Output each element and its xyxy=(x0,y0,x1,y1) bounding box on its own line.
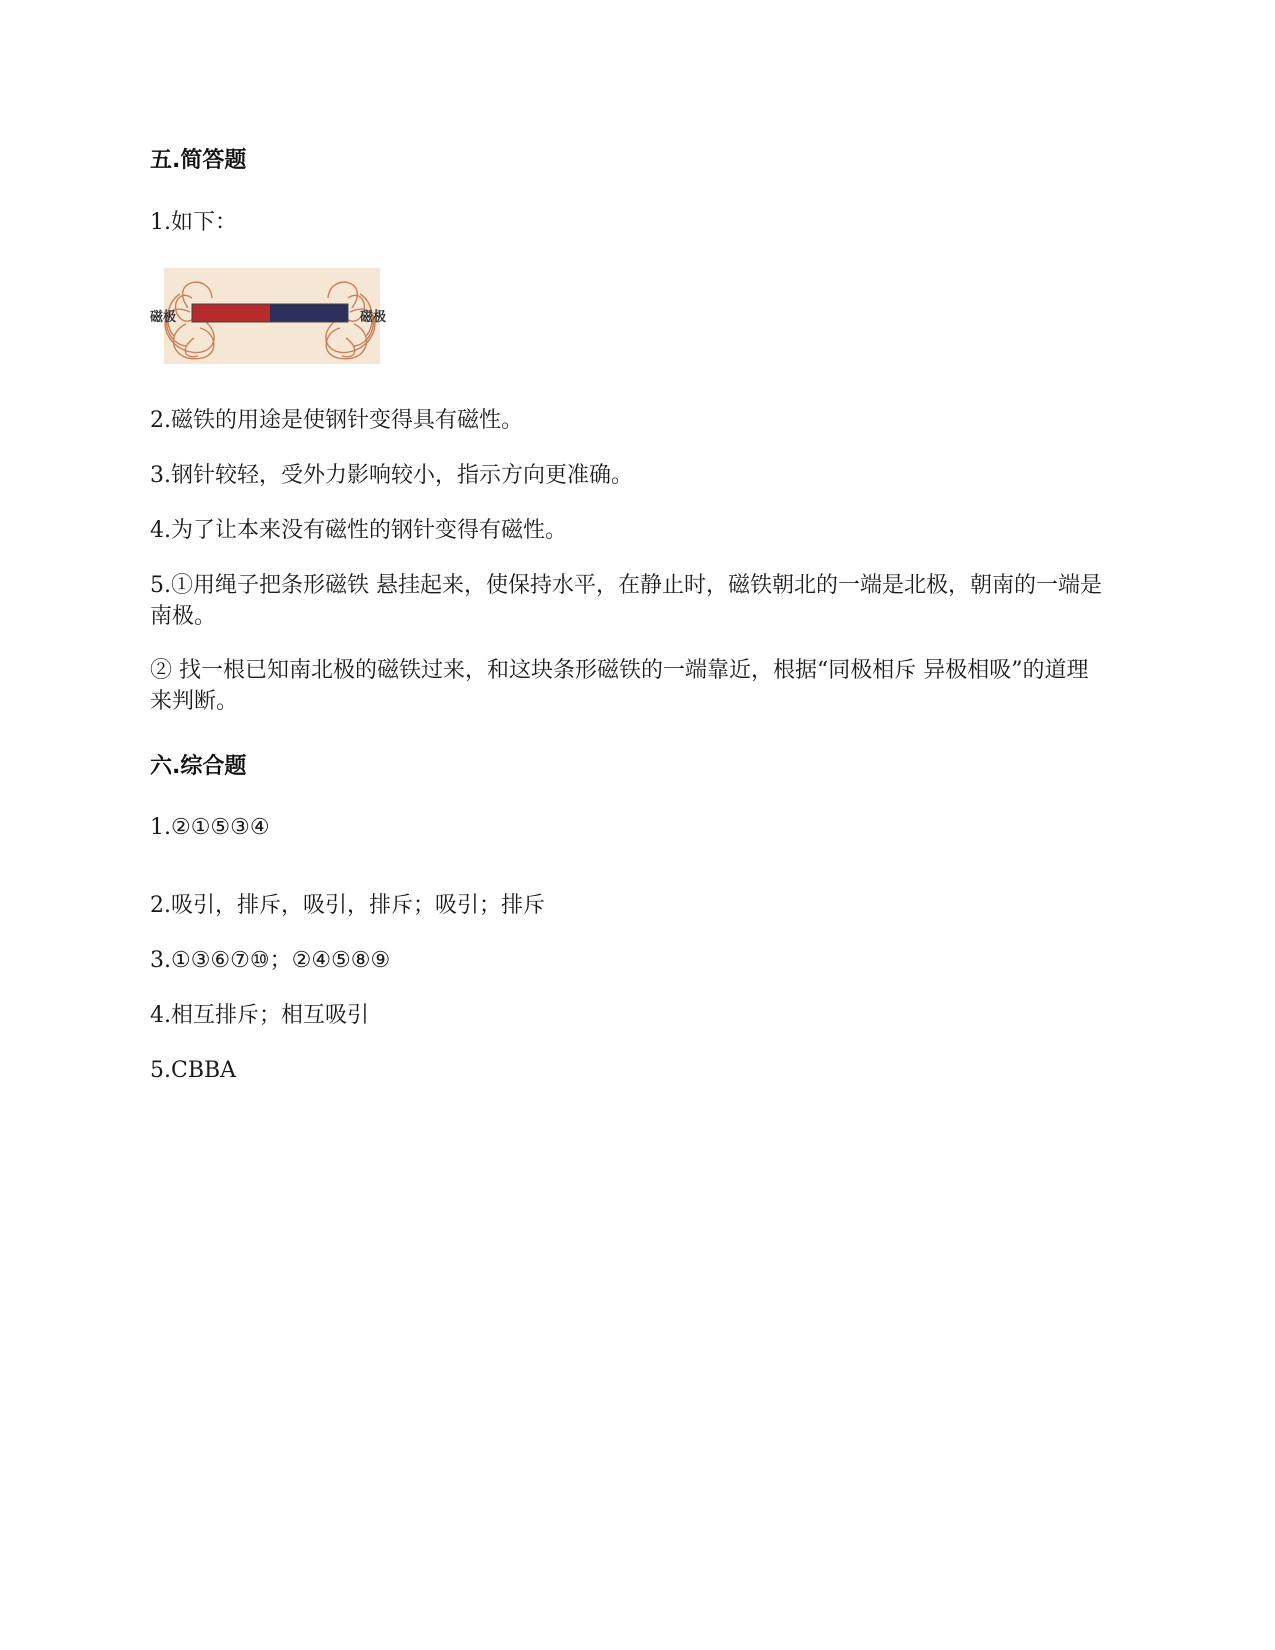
answer-5-1: 1.如下： xyxy=(150,210,237,235)
answer-6-5: 5.CBBA xyxy=(150,1058,237,1083)
answer-5-3: 3.钢针较轻，受外力影响较小，指示方向更准确。 xyxy=(150,463,633,488)
bar-magnet-illustration xyxy=(150,268,395,366)
answer-5-4: 4.为了让本来没有磁性的钢针变得有磁性。 xyxy=(150,518,567,543)
answer-6-4: 4.相互排斥；相互吸引 xyxy=(150,1003,369,1028)
answer-5-5-part2: ② 找一根已知南北极的磁铁过来，和这块条形磁铁的一端靠近，根据“同极相斥 异极相吸”的道理来判断。 xyxy=(150,658,1089,714)
answer-5-2: 2.磁铁的用途是使钢针变得具有磁性。 xyxy=(150,408,523,433)
left-pole-label: 磁极 xyxy=(150,310,177,325)
answer-5-5: 5.①用绳子把条形磁铁 悬挂起来，使保持水平，在静止时，磁铁朝北的一端是北极，朝南的一端是南极。 xyxy=(150,573,1102,629)
answer-6-3: 3.①③⑥⑦⑩；②④⑤⑧⑨ xyxy=(150,948,391,973)
section-five-heading: 五.简答题 xyxy=(150,148,247,173)
north-pole-half xyxy=(192,304,270,322)
answer-6-2: 2.吸引，排斥，吸引，排斥；吸引；排斥 xyxy=(150,893,545,918)
section-six-heading: 六.综合题 xyxy=(150,754,247,779)
bar-magnet-figure xyxy=(150,268,395,366)
answer-6-1: 1.②①⑤③④ xyxy=(150,815,270,840)
right-pole-label: 磁极 xyxy=(360,310,387,325)
south-pole-half xyxy=(270,304,348,322)
